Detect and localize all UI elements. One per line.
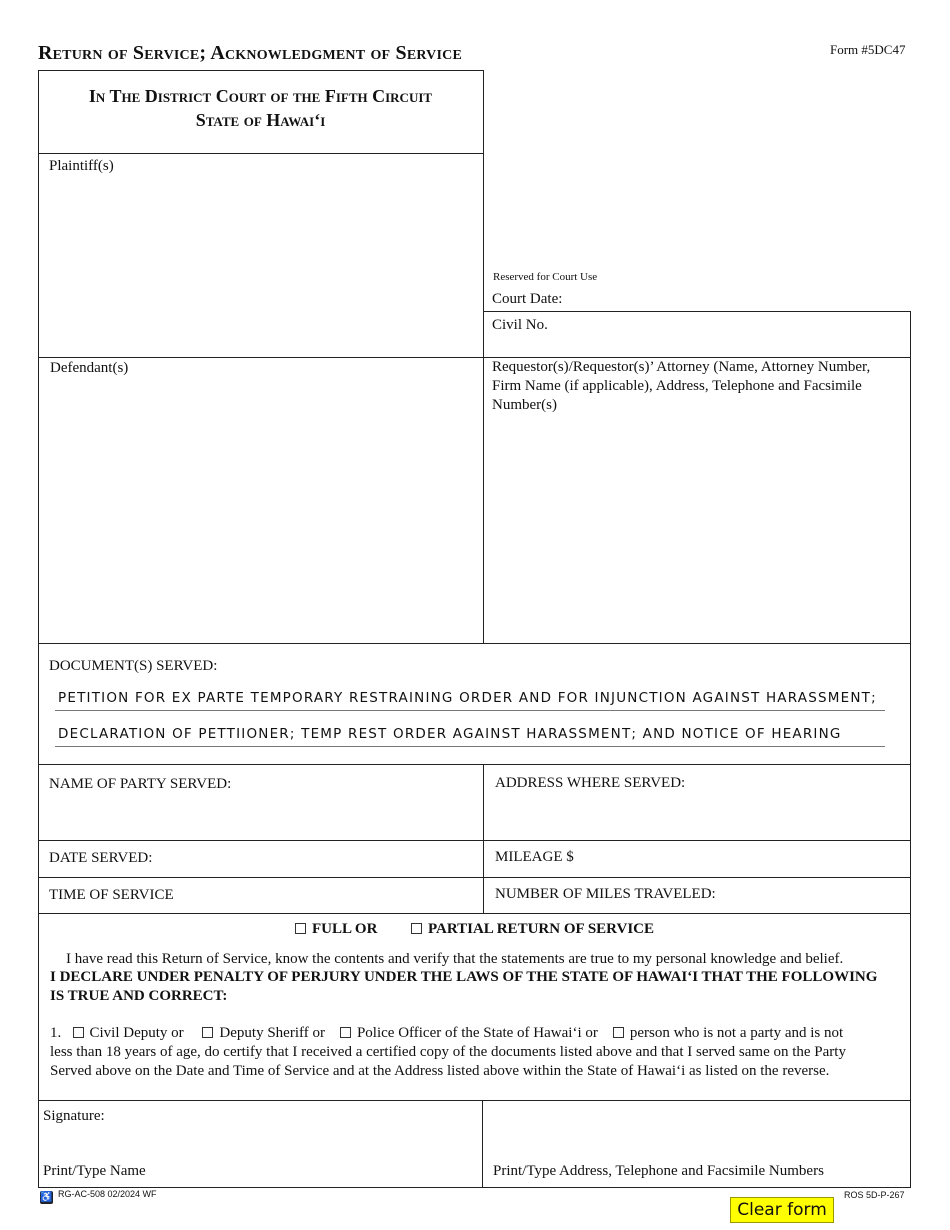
divider [38, 153, 484, 154]
certification-options [50, 1024, 880, 1043]
non-party-person-checkbox[interactable] [613, 1027, 624, 1038]
divider [38, 643, 911, 644]
divider [910, 311, 911, 1188]
penalty-statement: I DECLARE UNDER PENALTY OF PERJURY UNDER THE LAWS OF THE STATE OF HAWAI‘I THAT THE FOLLOWING IS TRUE AND CORRECT: [50, 969, 878, 1004]
footer-left-code: RG-AC-508 02/2024 WF [58, 1189, 157, 1199]
documents-served-label: DOCUMENT(S) SERVED: [49, 658, 218, 674]
miles-traveled-label: NUMBER OF MILES TRAVELED: [495, 886, 716, 902]
footer-right-code: ROS 5D-P-267 [844, 1190, 905, 1200]
deputy-sheriff-label: Deputy Sheriff or [219, 1025, 325, 1041]
print-name-label: Print/Type Name [43, 1163, 146, 1179]
footer-left [40, 1189, 157, 1204]
documents-served-line-1[interactable]: PETITION FOR EX PARTE TEMPORARY RESTRAINING ORDER AND FOR INJUNCTION AGAINST HARASSMENT; [55, 687, 885, 711]
non-party-person-label: person who is not a party and is not [629, 1025, 844, 1041]
partial-return-checkbox[interactable] [411, 923, 422, 934]
civil-no-field[interactable] [560, 314, 905, 354]
court-line-1: In The District Court of the Fifth Circuit [88, 86, 433, 106]
divider [38, 70, 39, 1188]
print-name-field[interactable] [160, 1152, 478, 1184]
court-line-2: State of Hawai‘i [195, 110, 326, 130]
address-served-label: ADDRESS WHERE SERVED: [495, 775, 686, 791]
reserved-label: Reserved for Court Use [493, 271, 598, 283]
civil-no-label: Civil No. [492, 317, 548, 333]
signature-field[interactable] [120, 1104, 478, 1148]
time-of-service-field[interactable] [185, 880, 478, 910]
plaintiff-field[interactable] [40, 178, 480, 354]
mileage-field[interactable] [585, 843, 905, 875]
documents-served-line-2[interactable]: DECLARATION OF PETTIIONER; TEMP REST ORDER AGAINST HARASSMENT; AND NOTICE OF HEARING [55, 723, 885, 747]
police-officer-checkbox[interactable] [340, 1027, 351, 1038]
divider [38, 913, 911, 914]
read-statement: I have read this Return of Service, know the contents and verify that the statements are true to my personal knowledge and belief. [66, 951, 844, 967]
police-officer-label: Police Officer of the State of Hawai‘i or [356, 1025, 598, 1041]
requestor-field[interactable] [486, 418, 906, 640]
date-served-field[interactable] [160, 843, 478, 875]
divider [38, 70, 484, 71]
defendant-field[interactable] [40, 380, 480, 640]
divider [38, 1100, 911, 1101]
divider [38, 764, 911, 765]
court-date-label: Court Date: [492, 291, 563, 307]
mileage-label: MILEAGE $ [495, 849, 574, 865]
page-title: Return of Service; Acknowledgment of Service [38, 42, 462, 64]
time-of-service-label: TIME OF SERVICE [49, 887, 174, 903]
miles-traveled-field[interactable] [725, 880, 905, 910]
defendant-label: Defendant(s) [50, 360, 129, 376]
plaintiff-label: Plaintiff(s) [49, 158, 114, 174]
divider [38, 877, 911, 878]
signature-label: Signature: [43, 1108, 105, 1124]
name-party-served-label: NAME OF PARTY SERVED: [49, 776, 232, 792]
partial-return-label: PARTIAL RETURN OF SERVICE [427, 921, 654, 937]
divider [483, 311, 911, 312]
item-number: 1. [50, 1025, 62, 1041]
full-return-checkbox[interactable] [295, 923, 306, 934]
accessibility-icon: ♿ [40, 1192, 53, 1203]
form-number: Form #5DC47 [830, 42, 906, 57]
print-address-field[interactable] [486, 1104, 906, 1156]
clear-form-button[interactable]: Clear form [730, 1197, 834, 1223]
civil-deputy-checkbox[interactable] [73, 1027, 84, 1038]
name-party-served-field[interactable] [40, 798, 480, 838]
return-type-row [38, 921, 911, 938]
divider [483, 764, 484, 913]
date-served-label: DATE SERVED: [49, 850, 153, 866]
print-address-label: Print/Type Address, Telephone and Facsimile Numbers [493, 1163, 824, 1179]
divider [38, 840, 911, 841]
deputy-sheriff-checkbox[interactable] [202, 1027, 213, 1038]
court-heading [38, 84, 483, 132]
full-return-label: FULL OR [312, 921, 378, 937]
divider [482, 1100, 483, 1188]
divider [38, 1187, 911, 1188]
civil-deputy-label: Civil Deputy or [89, 1025, 184, 1041]
address-served-field[interactable] [486, 798, 906, 838]
certify-text: less than 18 years of age, do certify that I received a certified copy of the documents listed above and that I served same on the Party Served above on the Date and Time of Service and at the Address listed above within the State of Hawai‘i as listed on the reverse. [50, 1044, 846, 1079]
requestor-label: Requestor(s)/Requestor(s)’ Attorney (Name, Attorney Number, Firm Name (if applicable), Address, Telephone and Facsimile Number(s) [492, 359, 871, 413]
